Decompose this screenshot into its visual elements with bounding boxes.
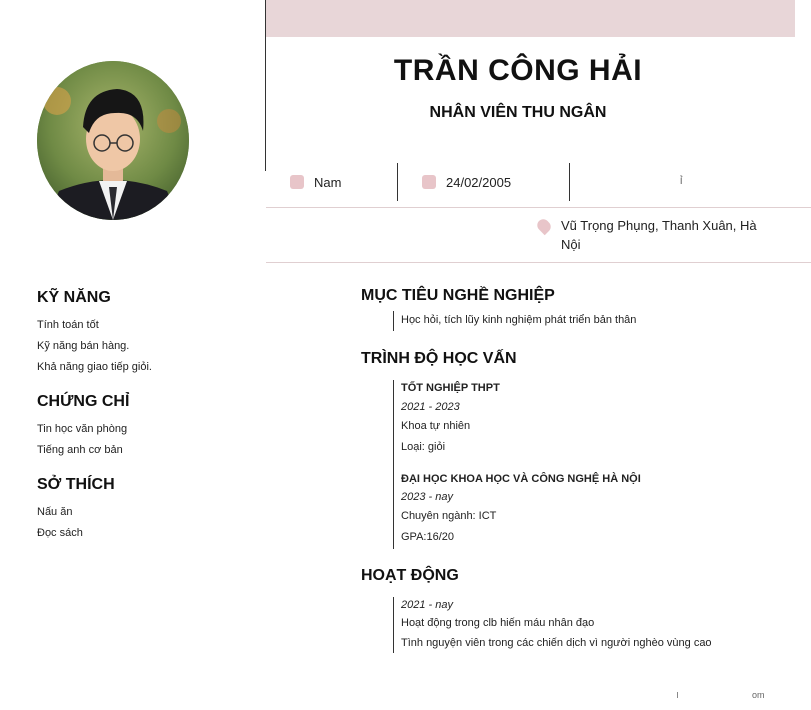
objective-text: Học hỏi, tích lũy kinh nghiệm phát triển bản thân <box>401 314 637 326</box>
activity-period: 2021 - nay <box>401 599 453 611</box>
education-detail: Khoa tự nhiên <box>401 420 471 432</box>
address-field <box>537 216 767 254</box>
objective-bar <box>393 311 394 331</box>
hobby-item: Đọc sách <box>37 527 83 539</box>
skill-item: Tính toán tốt <box>37 319 99 331</box>
certificate-item: Tin học văn phòng <box>37 423 128 435</box>
skills-title: KỸ NĂNG <box>37 289 111 306</box>
info-divider <box>397 163 398 201</box>
info-divider <box>569 163 570 201</box>
education-school: TỐT NGHIỆP THPT <box>401 382 500 394</box>
job-title: NHÂN VIÊN THU NGÂN <box>429 104 607 121</box>
skill-item: Khả năng giao tiếp giỏi. <box>37 361 152 373</box>
certificates-title: CHỨNG CHỈ <box>37 393 130 410</box>
header-bottom-separator <box>266 262 811 263</box>
education-detail: Chuyên ngành: ICT <box>401 510 497 522</box>
education-period: 2021 - 2023 <box>401 401 460 413</box>
location-pin-icon <box>535 217 553 235</box>
certificate-item: Tiếng anh cơ bản <box>37 444 123 456</box>
birthday-value: 24/02/2005 <box>446 174 512 190</box>
phone-value: ỉ <box>680 175 683 187</box>
objective-title: MỤC TIÊU NGHỀ NGHIỆP <box>361 287 555 304</box>
hobby-item: Nấu ăn <box>37 506 73 518</box>
education-bar <box>393 380 394 549</box>
gender-field <box>290 163 341 201</box>
birthday-field <box>422 163 511 201</box>
footer-mark: om <box>752 690 765 700</box>
calendar-icon <box>422 175 436 189</box>
address-value: Vũ Trọng Phụng, Thanh Xuân, Hà Nội <box>561 218 757 252</box>
education-title: TRÌNH ĐỘ HỌC VẤN <box>361 350 517 367</box>
education-detail: GPA:16/20 <box>401 531 454 543</box>
avatar-photo <box>37 61 189 220</box>
education-period: 2023 - nay <box>401 491 453 503</box>
skill-item: Kỹ năng bán hàng. <box>37 340 130 352</box>
contact-info-row <box>266 163 811 201</box>
activities-bar <box>393 597 394 653</box>
education-school: ĐẠI HỌC KHOA HỌC VÀ CÔNG NGHỆ HÀ NỘI <box>401 473 641 485</box>
gender-value: Nam <box>314 174 342 190</box>
candidate-name: TRẦN CÔNG HẢI <box>393 54 643 87</box>
education-detail: Loại: giỏi <box>401 441 446 453</box>
footer-tick <box>677 692 678 698</box>
gender-icon <box>290 175 304 189</box>
avatar <box>37 61 189 220</box>
activity-item: Tình nguyện viên trong các chiến dịch vì người nghèo vùng cao <box>401 637 712 649</box>
hobbies-title: SỞ THÍCH <box>37 476 115 493</box>
header-band <box>266 0 795 37</box>
info-separator <box>266 207 811 208</box>
activity-item: Hoạt động trong clb hiến máu nhân đạo <box>401 617 595 629</box>
activities-title: HOẠT ĐỘNG <box>361 567 459 584</box>
